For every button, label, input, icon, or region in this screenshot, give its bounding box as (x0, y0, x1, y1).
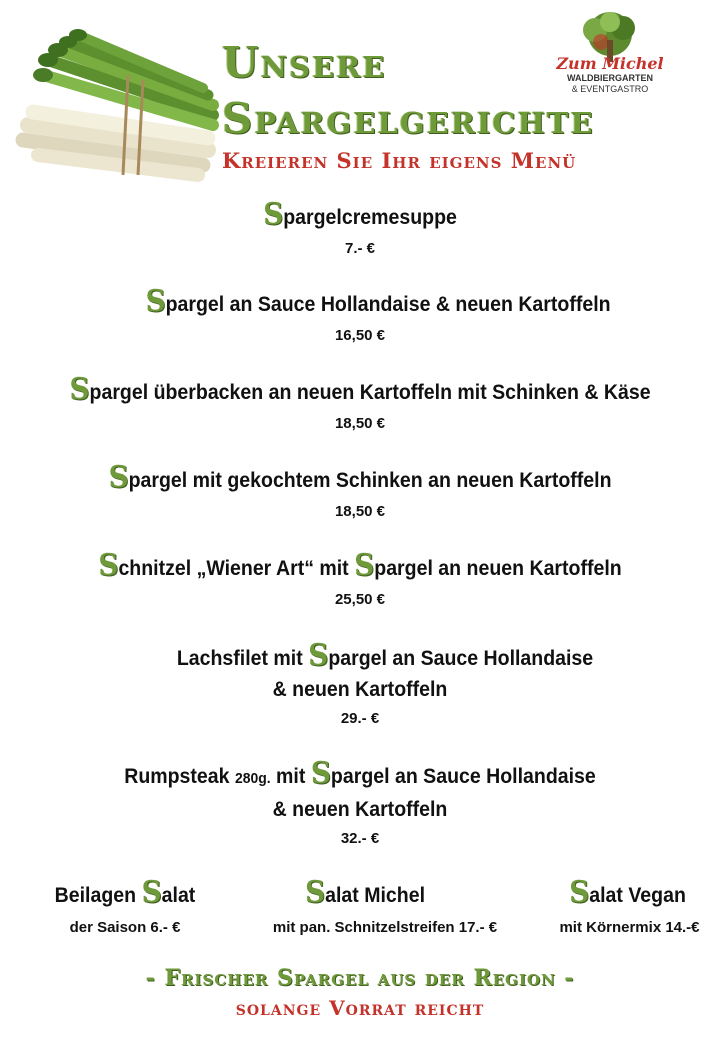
dish-name: pargelcremesuppe (283, 206, 457, 229)
initial-s: S (145, 284, 166, 319)
salad-1 (27, 875, 222, 910)
footer-line2: solange Vorrat reicht (235, 996, 485, 1020)
footer-line1: - Frischer Spargel aus der Region - (145, 965, 575, 991)
asparagus-image (8, 20, 223, 185)
initial-s: S (108, 460, 129, 495)
menu-item-2-price: 16,50 € (334, 327, 386, 344)
initial-s: S (69, 372, 90, 407)
page-subtitle: Kreieren Sie Ihr eigens Menü (222, 148, 577, 173)
dish-name: pargel überbacken an neuen Kartoffeln mit Schinken & Käse (89, 381, 651, 404)
salad-2 (263, 875, 468, 910)
initial-s: S (569, 875, 590, 910)
menu-item-6-price: 29.- € (340, 710, 380, 727)
menu-item-4-price: 18,50 € (334, 503, 386, 520)
dish-name-post: pargel an Sauce Hollandaise (328, 647, 594, 670)
dish-name: pargel an Sauce Hollandaise & neuen Kartoffeln (165, 293, 611, 316)
logo-line1: WALDBIERGARTEN (567, 73, 653, 83)
menu-item-7 (25, 756, 695, 791)
salad-name-post: alat (161, 884, 196, 907)
logo-name: Zum Michel (556, 54, 664, 73)
menu-item-3-price: 18,50 € (334, 415, 386, 432)
initial-s: S (354, 548, 375, 583)
dish-name: pargel mit gekochtem Schinken an neuen Kartoffeln (128, 469, 612, 492)
salad-1-sub: der Saison 6.- € (69, 919, 181, 936)
page-title-line2: Spargelgerichte (222, 94, 595, 143)
menu-item-7-line2: & neuen Kartoffeln (272, 798, 448, 821)
logo-line2: & EVENTGASTRO (571, 84, 649, 94)
initial-s: S (310, 756, 331, 791)
dish-name-mid: mit (270, 765, 311, 788)
menu-item-2 (43, 284, 713, 319)
salad-3 (546, 875, 709, 910)
dish-name-part2: pargel an neuen Kartoffeln (374, 557, 622, 580)
page-title-line1: Unsere (222, 38, 387, 87)
menu-item-6 (50, 638, 720, 673)
initial-s: S (304, 875, 326, 910)
logo (555, 10, 665, 100)
initial-s: S (141, 875, 162, 910)
menu-item-4 (25, 460, 695, 495)
menu-item-5-price: 25,50 € (334, 591, 386, 608)
dish-name-post: pargel an Sauce Hollandaise (330, 765, 596, 788)
dish-name-pre: Lachsfilet mit (176, 647, 309, 670)
dish-name-pre: Rumpsteak (124, 765, 235, 788)
salad-name-post: alat Vegan (589, 884, 686, 907)
menu-item-1-price: 7.- € (344, 240, 375, 257)
salad-3-sub: mit Körnermix 14.-€ (559, 919, 700, 936)
menu-item-3 (25, 372, 695, 407)
salad-name-post: alat Michel (325, 884, 425, 907)
menu-item-1 (25, 197, 695, 232)
initial-s: S (98, 548, 119, 583)
initial-s: S (308, 638, 329, 673)
salad-name-pre: Beilagen (54, 884, 142, 907)
dish-name-part1: chnitzel „Wiener Art“ mit (118, 557, 355, 580)
initial-s: S (263, 197, 284, 232)
salad-2-sub: mit pan. Schnitzelstreifen 17.- € (272, 919, 498, 936)
menu-item-7-price: 32.- € (340, 830, 380, 847)
menu-item-6-line2: & neuen Kartoffeln (272, 678, 448, 701)
dish-weight: 280g. (234, 770, 271, 787)
menu-item-5 (25, 548, 695, 583)
